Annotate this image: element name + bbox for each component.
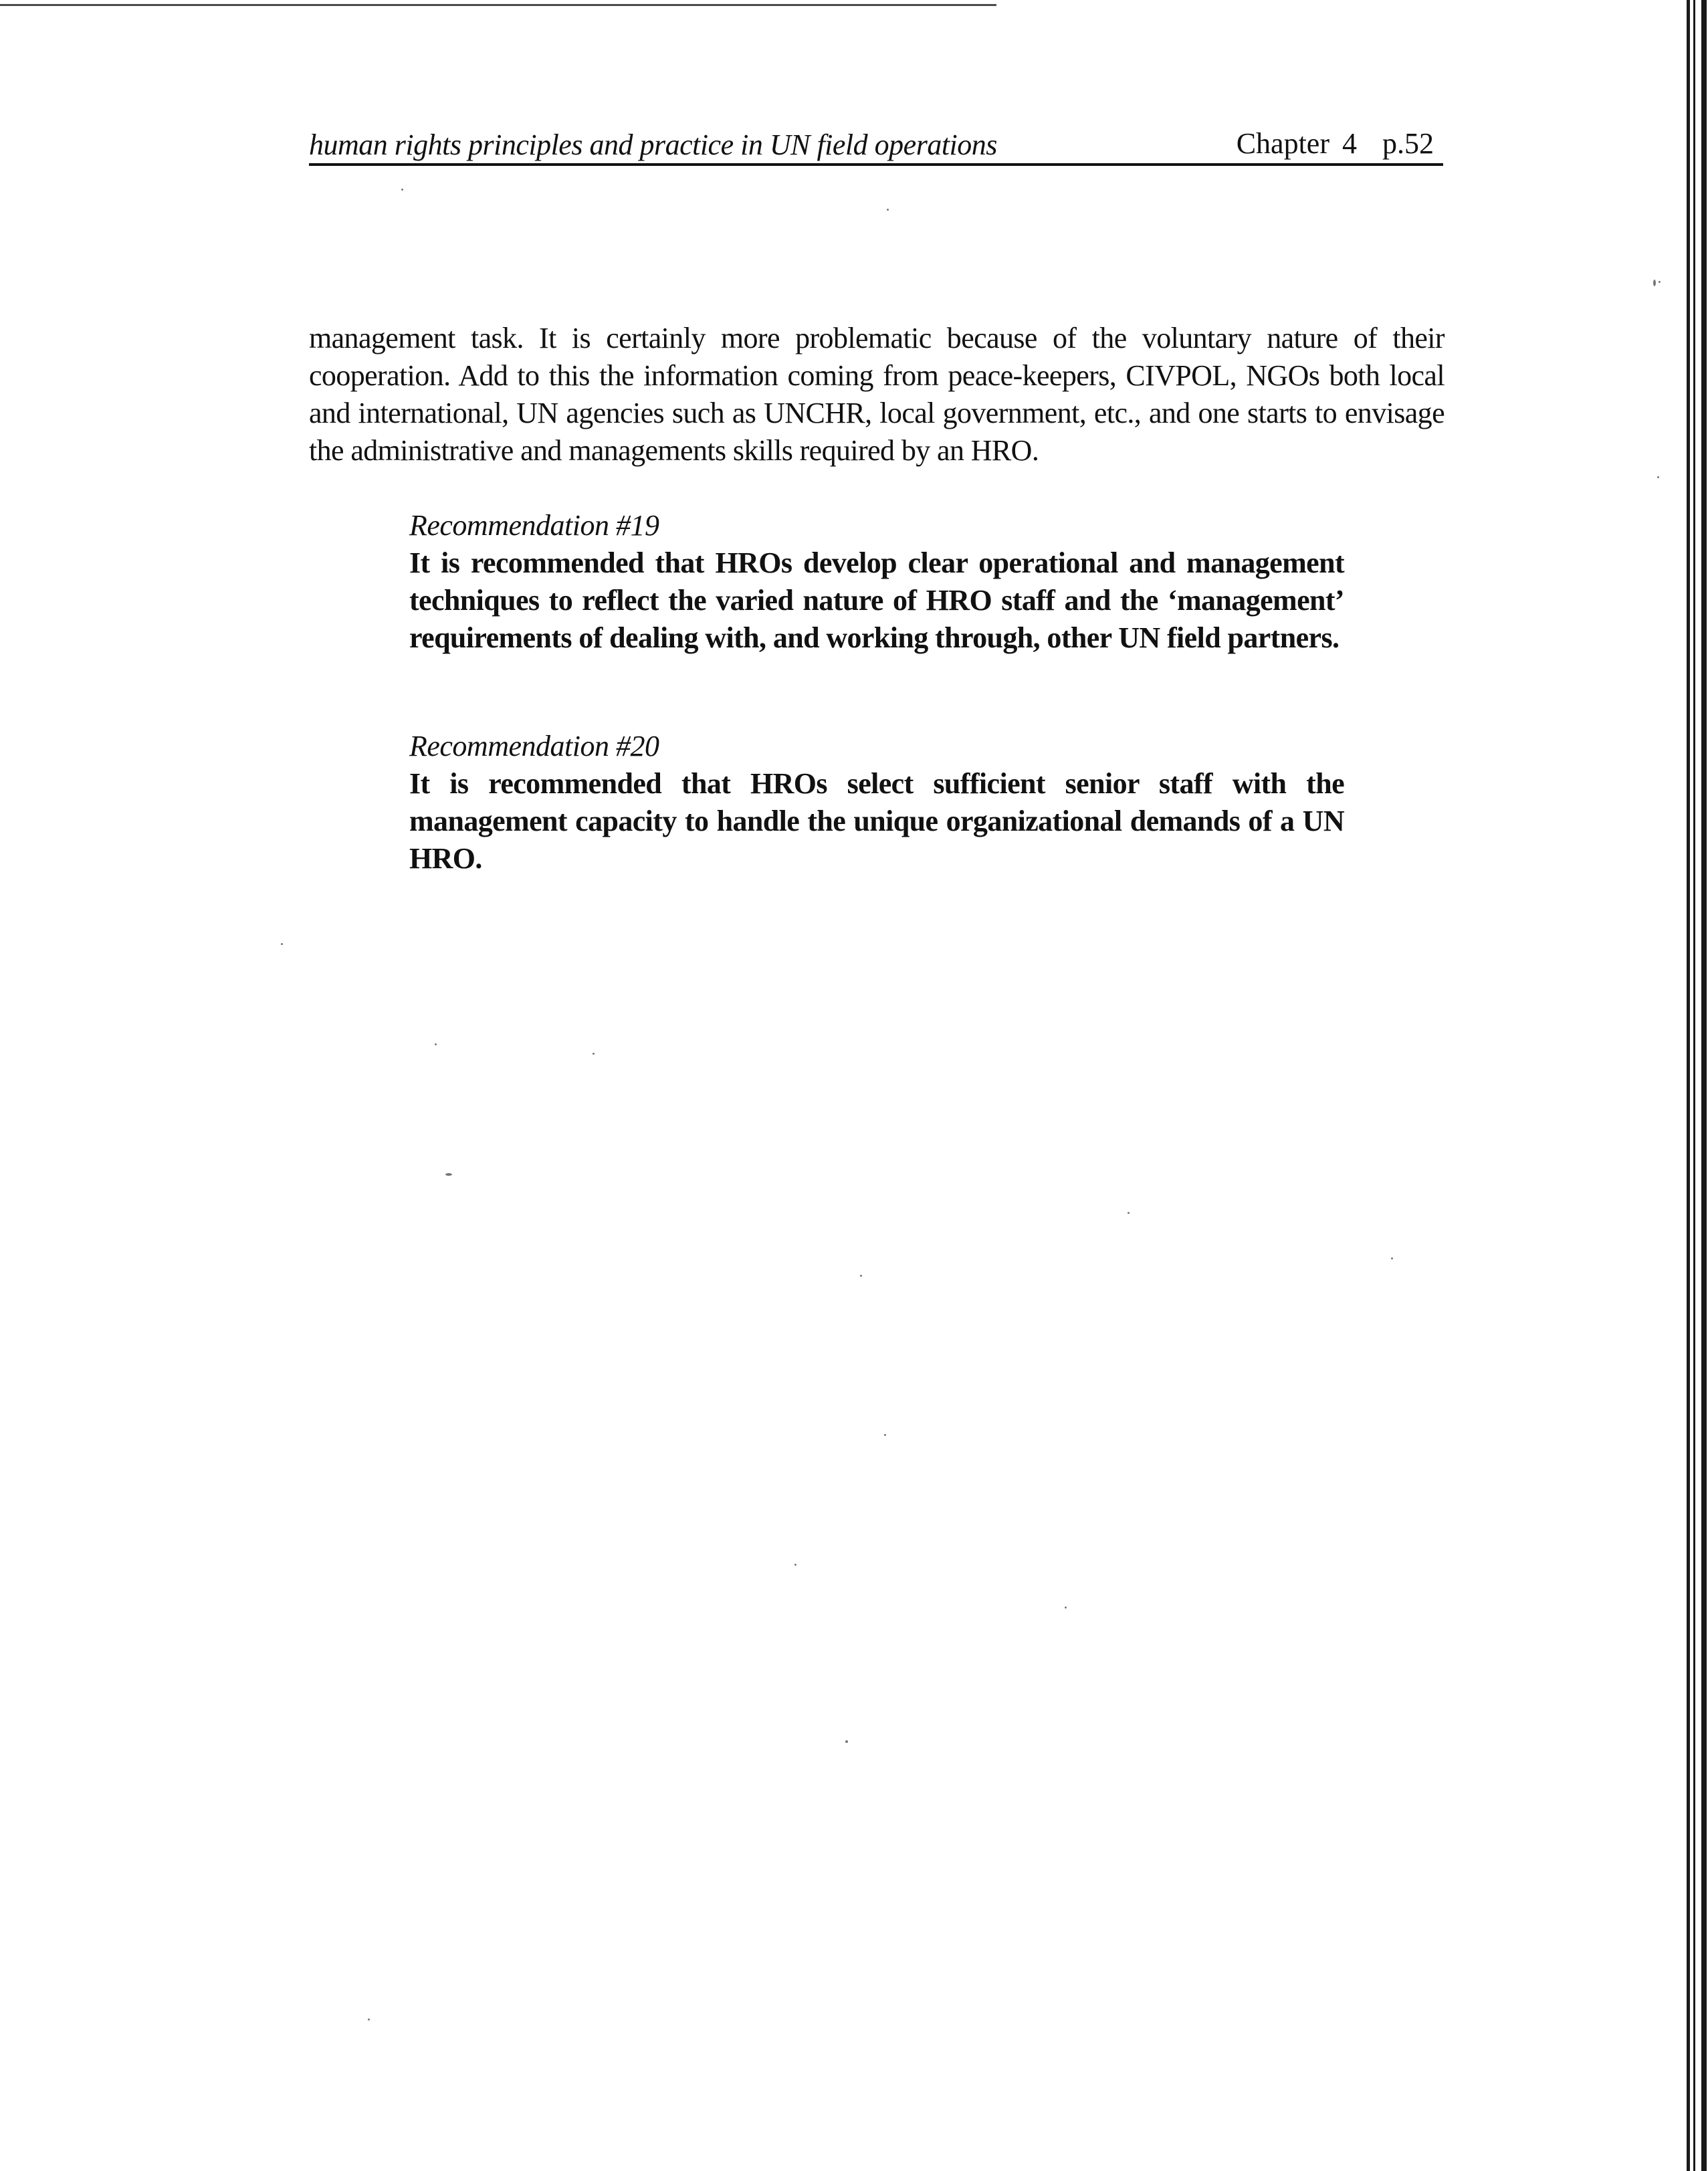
recommendation-text: It is recommended that HROs select sufficient senior staff with the management capacity to handle the unique organizational demands of a UN HRO. [409, 767, 1344, 875]
scan-speck [860, 1275, 862, 1277]
scan-speck [845, 1740, 848, 1743]
scan-right-edge [1679, 0, 1708, 2171]
recommendation-20 [409, 728, 1344, 877]
recommendation-label: Recommendation #20 [409, 730, 659, 762]
scan-speck [794, 1564, 796, 1566]
scan-speck [1653, 280, 1656, 286]
scan-top-border [0, 4, 996, 6]
scan-speck [445, 1173, 452, 1176]
recommendation-text: It is recommended that HROs develop clear operational and management techniques to reflect the varied nature of HRO staff and the ‘management’ requirements of dealing with, and working through, other UN field partners. [409, 546, 1344, 654]
scan-speck [281, 943, 283, 945]
scan-speck [887, 209, 889, 211]
recommendation-label: Recommendation #19 [409, 509, 659, 542]
recommendation-19 [409, 507, 1344, 657]
scan-speck [401, 189, 403, 191]
running-title: human rights principles and practice in UN field operations [309, 128, 997, 161]
scan-speck [368, 2019, 370, 2021]
scan-speck [1391, 1257, 1393, 1259]
page-number: Chapter 4 p.52 [1236, 127, 1434, 160]
scan-speck [435, 1043, 437, 1045]
scan-speck [884, 1434, 886, 1436]
scan-speck [1128, 1212, 1130, 1214]
body-paragraph: management task. It is certainly more problematic because of the voluntary nature of their cooperation. Add to this the information coming from peace-keepers, CIVPOL, NGOs both local and international, UN agencies such as UNCHR, local government, etc., and one starts to envisage the administrative and managements skills required by an HRO. [309, 322, 1445, 467]
scan-speck [1065, 1607, 1067, 1609]
scan-speck [593, 1053, 595, 1055]
scan-speck [1659, 281, 1661, 283]
running-header [309, 120, 1443, 166]
scan-speck [1657, 476, 1659, 478]
